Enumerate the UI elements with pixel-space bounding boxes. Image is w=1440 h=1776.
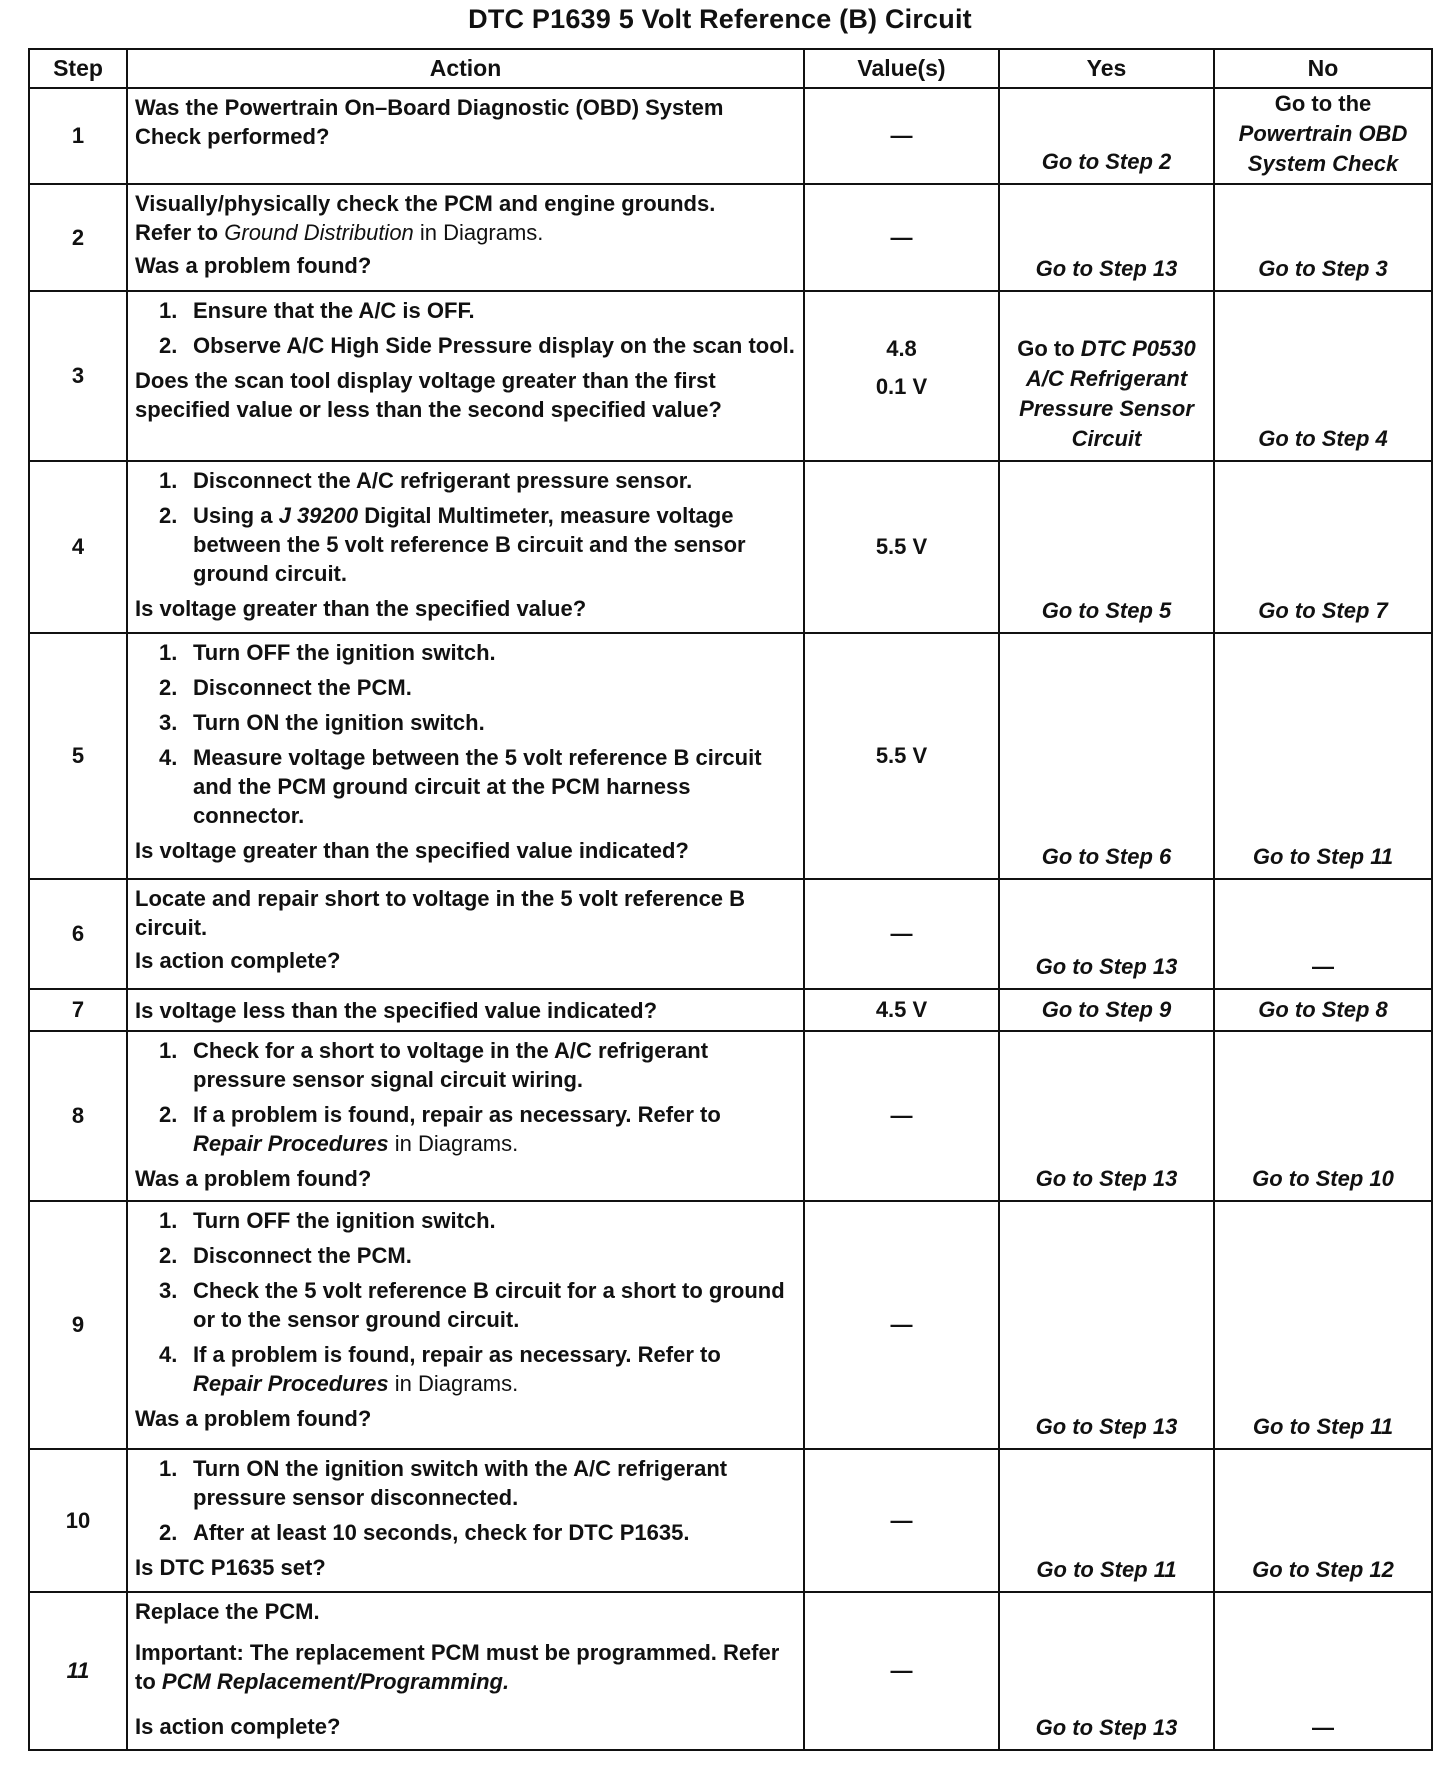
value-text: — — [890, 1103, 913, 1128]
no-text: Go to Step 12 — [1252, 1557, 1394, 1582]
no-cell — [1214, 989, 1432, 1031]
no-cell — [1214, 1592, 1432, 1750]
action-text: Replace the PCM. — [135, 1599, 320, 1624]
value-cell — [804, 633, 999, 879]
no-text: — — [1312, 954, 1334, 979]
list-item: 3. Turn ON the ignition switch. — [159, 710, 485, 735]
step-number: 6 — [29, 879, 127, 989]
no-cell — [1214, 1031, 1432, 1201]
yes-text: DTC P0530 A/C Refrigerant Pressure Sensor Circuit — [1019, 336, 1196, 451]
table-row — [29, 461, 1432, 633]
action-cell — [127, 1201, 804, 1449]
header-yes: Yes — [999, 49, 1214, 88]
yes-text: Go to Step 11 — [1036, 1557, 1177, 1582]
table-row — [29, 1449, 1432, 1592]
action-text: Visually/physically check the PCM and engine grounds. — [135, 191, 716, 216]
action-question: Does the scan tool display voltage greater than the first specified value or less than the second specified value? — [135, 368, 722, 422]
list-item: 1. Disconnect the A/C refrigerant pressure sensor. — [159, 468, 693, 493]
value-cell — [804, 184, 999, 291]
action-steps — [135, 1036, 795, 1158]
no-text: — — [1312, 1715, 1334, 1740]
table-row — [29, 184, 1432, 291]
ref-suffix: in Diagrams. — [394, 1371, 519, 1396]
action-steps — [135, 466, 795, 588]
yes-text: Go to Step 9 — [1041, 997, 1172, 1022]
list-item: 1. Turn OFF the ignition switch. — [159, 640, 496, 665]
list-item-text: Disconnect the PCM. — [193, 675, 412, 700]
yes-cell — [999, 1031, 1214, 1201]
yes-text: Go to Step 5 — [1041, 598, 1172, 623]
action-question: Is DTC P1635 set? — [135, 1555, 326, 1580]
value-cell — [804, 989, 999, 1031]
list-item: 2. Using a J 39200 Digital Multimeter, measure voltage between the 5 volt reference B circuit and the sensor ground circuit. — [159, 503, 746, 586]
value-text: 4.8 — [886, 336, 917, 361]
list-item: 4. Measure voltage between the 5 volt reference B circuit and the PCM ground circuit at the PCM harness connector. — [159, 745, 762, 828]
list-item: 1. Turn OFF the ignition switch. — [159, 1208, 496, 1233]
action-steps — [135, 296, 795, 360]
action-question: Is voltage greater than the specified value indicated? — [135, 838, 689, 863]
action-question: Was a problem found? — [135, 1166, 372, 1191]
no-text: Go to Step 7 — [1258, 598, 1388, 623]
value-cell — [804, 1449, 999, 1592]
no-cell — [1214, 88, 1432, 184]
list-item-text: Digital Multimeter, measure voltage between the 5 volt reference B circuit and the sensor ground circuit. — [193, 503, 746, 586]
no-cell — [1214, 879, 1432, 989]
action-question: Was a problem found? — [135, 253, 372, 278]
action-question: Is action complete? — [135, 948, 341, 973]
no-text: Go to Step 11 — [1252, 844, 1394, 869]
yes-cell — [999, 633, 1214, 879]
list-item: 4. If a problem is found, repair as necessary. Refer to Repair Procedures in Diagrams. — [159, 1342, 721, 1396]
action-cell — [127, 291, 804, 461]
action-question: Was a problem found? — [135, 1406, 372, 1431]
value-text: — — [890, 1507, 913, 1533]
list-item-text: Disconnect the PCM. — [193, 1243, 412, 1268]
value-text: 4.5 V — [875, 997, 928, 1022]
value-text: — — [890, 1658, 913, 1683]
ref-suffix: in Diagrams. — [419, 220, 544, 245]
yes-cell — [999, 88, 1214, 184]
yes-text: Go to Step 6 — [1041, 844, 1172, 869]
ref-prefix: Refer to — [135, 1640, 780, 1694]
step-number: 4 — [29, 461, 127, 633]
ref-link: Repair Procedures — [193, 1371, 389, 1396]
list-item: 1. Turn ON the ignition switch with the A/C refrigerant pressure sensor disconnected. — [159, 1456, 728, 1510]
yes-cell — [999, 1201, 1214, 1449]
yes-prefix: Go to — [1017, 336, 1075, 361]
action-cell — [127, 879, 804, 989]
list-item-text: If a problem is found, repair as necessary. Refer to — [193, 1102, 721, 1127]
action-cell — [127, 633, 804, 879]
important-text: The replacement PCM must be programmed. — [249, 1640, 717, 1665]
list-item-text: Using a — [193, 503, 273, 528]
no-cell — [1214, 633, 1432, 879]
list-item-text: Check for a short to voltage in the A/C refrigerant pressure sensor signal circuit wiring. — [193, 1038, 709, 1092]
value-text: 0.1 V — [875, 374, 928, 399]
value-cell — [804, 1031, 999, 1201]
table-row — [29, 291, 1432, 461]
list-item: 2. After at least 10 seconds, check for DTC P1635. — [159, 1520, 690, 1545]
no-cell — [1214, 184, 1432, 291]
no-cell — [1214, 461, 1432, 633]
list-item-text: Measure voltage between the 5 volt reference B circuit and the PCM ground circuit at the PCM harness connector. — [193, 745, 762, 828]
table-row — [29, 1201, 1432, 1449]
action-steps — [135, 638, 795, 830]
no-text: Go to Step 4 — [1258, 426, 1388, 451]
list-item: 2. If a problem is found, repair as necessary. Refer to Repair Procedures in Diagrams. — [159, 1102, 721, 1156]
yes-text: Go to Step 13 — [1035, 256, 1178, 281]
ref-prefix: Refer to — [135, 220, 219, 245]
no-text: Go to Step 8 — [1258, 997, 1388, 1022]
step-number: 5 — [29, 633, 127, 879]
step-number: 8 — [29, 1031, 127, 1201]
action-cell — [127, 1592, 804, 1750]
page-title: DTC P1639 5 Volt Reference (B) Circuit — [468, 4, 972, 34]
list-item-text: After at least 10 seconds, check for DTC P1635. — [193, 1520, 690, 1545]
list-item: 2. Observe A/C High Side Pressure display on the scan tool. — [159, 333, 795, 358]
step-number: 7 — [29, 989, 127, 1031]
yes-cell — [999, 291, 1214, 461]
action-cell — [127, 184, 804, 291]
diagnostic-table — [28, 48, 1433, 1751]
value-text: 5.5 V — [875, 534, 928, 559]
action-question: Is action complete? — [135, 1714, 341, 1739]
step-number: 11 — [29, 1592, 127, 1750]
yes-text: Go to Step 13 — [1035, 1166, 1178, 1191]
list-item-text: Disconnect the A/C refrigerant pressure sensor. — [193, 468, 693, 493]
no-cell — [1214, 1201, 1432, 1449]
header-action: Action — [127, 49, 804, 88]
step-number: 3 — [29, 291, 127, 461]
action-cell — [127, 1449, 804, 1592]
yes-cell — [999, 989, 1214, 1031]
action-steps — [135, 1206, 795, 1398]
no-text: Go to Step 3 — [1258, 256, 1388, 281]
value-cell — [804, 1201, 999, 1449]
list-item-text: Turn ON the ignition switch with the A/C refrigerant pressure sensor disconnected. — [193, 1456, 728, 1510]
value-text: — — [890, 1312, 913, 1337]
list-item-text: Turn ON the ignition switch. — [193, 710, 485, 735]
important-label: Important: — [135, 1640, 244, 1665]
ref-suffix: in Diagrams. — [394, 1131, 519, 1156]
yes-text: Go to Step 2 — [1041, 149, 1172, 174]
yes-cell — [999, 461, 1214, 633]
action-question: Is voltage greater than the specified value? — [135, 596, 587, 621]
value-text: 5.5 V — [875, 743, 928, 768]
ref-link: Repair Procedures — [193, 1131, 389, 1156]
value-text: — — [890, 123, 913, 148]
list-item: 2. Disconnect the PCM. — [159, 1243, 412, 1268]
value-cell — [804, 1592, 999, 1750]
action-cell — [127, 461, 804, 633]
yes-text: Go to Step 13 — [1035, 1414, 1178, 1439]
value-text: — — [890, 224, 913, 250]
value-cell — [804, 879, 999, 989]
action-text: Was the Powertrain On–Board Diagnostic (OBD) System Check performed? — [135, 95, 724, 149]
table-row — [29, 633, 1432, 879]
step-number: 1 — [29, 88, 127, 184]
no-text: Go to Step 11 — [1252, 1414, 1394, 1439]
list-item: 2. Disconnect the PCM. — [159, 675, 412, 700]
table-row — [29, 879, 1432, 989]
yes-cell — [999, 184, 1214, 291]
no-prefix: Go to the — [1274, 91, 1372, 116]
list-item-text: Observe A/C High Side Pressure display on the scan tool. — [193, 333, 795, 358]
no-text: Powertrain OBD System Check — [1238, 121, 1408, 176]
header-row — [29, 49, 1432, 88]
action-cell — [127, 88, 804, 184]
list-item-text: Turn OFF the ignition switch. — [193, 1208, 496, 1233]
no-cell — [1214, 291, 1432, 461]
value-cell — [804, 88, 999, 184]
step-number: 9 — [29, 1201, 127, 1449]
list-item-text: Check the 5 volt reference B circuit for a short to ground or to the sensor ground circuit. — [193, 1278, 785, 1332]
value-cell — [804, 461, 999, 633]
no-text: Go to Step 10 — [1252, 1166, 1394, 1191]
important-note — [135, 1638, 795, 1696]
step-number: 10 — [29, 1449, 127, 1592]
action-reference — [135, 218, 795, 247]
yes-text: Go to Step 13 — [1035, 954, 1178, 979]
list-item: 3. Check the 5 volt reference B circuit for a short to ground or to the sensor ground circuit. — [159, 1278, 785, 1332]
list-item: 1. Check for a short to voltage in the A/C refrigerant pressure sensor signal circuit wiring. — [159, 1038, 709, 1092]
list-item-text: If a problem is found, repair as necessary. Refer to — [193, 1342, 721, 1367]
list-item-text: Turn OFF the ignition switch. — [193, 640, 496, 665]
action-text: Locate and repair short to voltage in the 5 volt reference B circuit. — [135, 886, 746, 940]
yes-cell — [999, 1592, 1214, 1750]
yes-cell — [999, 1449, 1214, 1592]
step-number: 2 — [29, 184, 127, 291]
list-item: 1. Ensure that the A/C is OFF. — [159, 298, 475, 323]
table-row — [29, 88, 1432, 184]
table-row — [29, 989, 1432, 1031]
ref-link: Ground Distribution — [224, 220, 414, 245]
yes-cell — [999, 879, 1214, 989]
action-cell — [127, 989, 804, 1031]
table-row — [29, 1031, 1432, 1201]
header-values: Value(s) — [804, 49, 999, 88]
no-cell — [1214, 1449, 1432, 1592]
action-steps — [135, 1454, 795, 1547]
action-cell — [127, 1031, 804, 1201]
tool-name: J 39200 — [278, 503, 359, 528]
value-text: — — [890, 921, 913, 946]
value-cell — [804, 291, 999, 461]
header-step: Step — [29, 49, 127, 88]
yes-text: Go to Step 13 — [1035, 1715, 1178, 1740]
action-question: Is voltage less than the specified value indicated? — [135, 997, 658, 1023]
table-row — [29, 1592, 1432, 1750]
ref-link: PCM Replacement/Programming. — [161, 1669, 510, 1694]
header-no: No — [1214, 49, 1432, 88]
list-item-text: Ensure that the A/C is OFF. — [193, 298, 475, 323]
